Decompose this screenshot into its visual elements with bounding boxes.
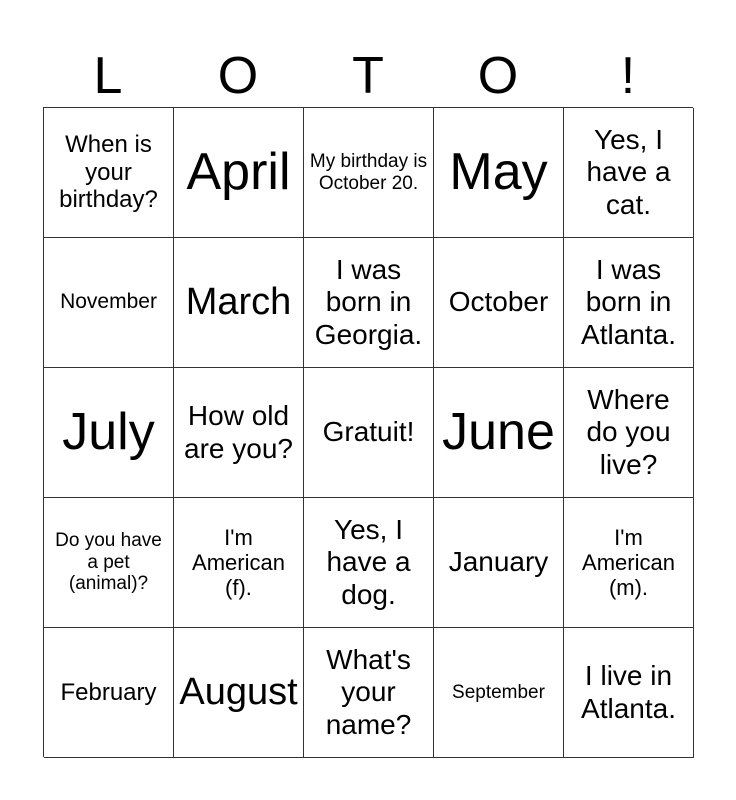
bingo-cell[interactable]: March: [174, 238, 304, 368]
bingo-cell[interactable]: Where do you live?: [564, 368, 694, 498]
title-letter-t: T: [352, 47, 384, 105]
bingo-cell[interactable]: I'm American (f).: [174, 498, 304, 628]
bingo-cell[interactable]: Yes, I have a dog.: [304, 498, 434, 628]
bingo-cell[interactable]: April: [174, 108, 304, 238]
bingo-cell[interactable]: Yes, I have a cat.: [564, 108, 694, 238]
title-letter-l: L: [93, 47, 123, 105]
bingo-cell[interactable]: July: [44, 368, 174, 498]
bingo-cell[interactable]: I was born in Georgia.: [304, 238, 434, 368]
bingo-cell[interactable]: My birthday is October 20.: [304, 108, 434, 238]
game-title: [43, 44, 693, 108]
bingo-cell[interactable]: January: [434, 498, 564, 628]
bingo-cell[interactable]: I'm American (m).: [564, 498, 694, 628]
bingo-cell[interactable]: November: [44, 238, 174, 368]
bingo-cell[interactable]: How old are you?: [174, 368, 304, 498]
bingo-board: [43, 107, 693, 757]
bingo-cell[interactable]: I was born in Atlanta.: [564, 238, 694, 368]
title-letter-o1: O: [217, 47, 259, 105]
bingo-cell[interactable]: September: [434, 628, 564, 758]
title-letter-o2: O: [477, 47, 519, 105]
bingo-cell[interactable]: October: [434, 238, 564, 368]
bingo-cell[interactable]: August: [174, 628, 304, 758]
bingo-cell[interactable]: Do you have a pet (animal)?: [44, 498, 174, 628]
bingo-cell[interactable]: May: [434, 108, 564, 238]
bingo-cell[interactable]: Gratuit!: [304, 368, 434, 498]
bingo-cell[interactable]: February: [44, 628, 174, 758]
bingo-cell[interactable]: June: [434, 368, 564, 498]
bingo-cell[interactable]: What's your name?: [304, 628, 434, 758]
bingo-cell[interactable]: I live in Atlanta.: [564, 628, 694, 758]
title-letter-exclaim: !: [620, 47, 636, 105]
bingo-cell[interactable]: When is your birthday?: [44, 108, 174, 238]
